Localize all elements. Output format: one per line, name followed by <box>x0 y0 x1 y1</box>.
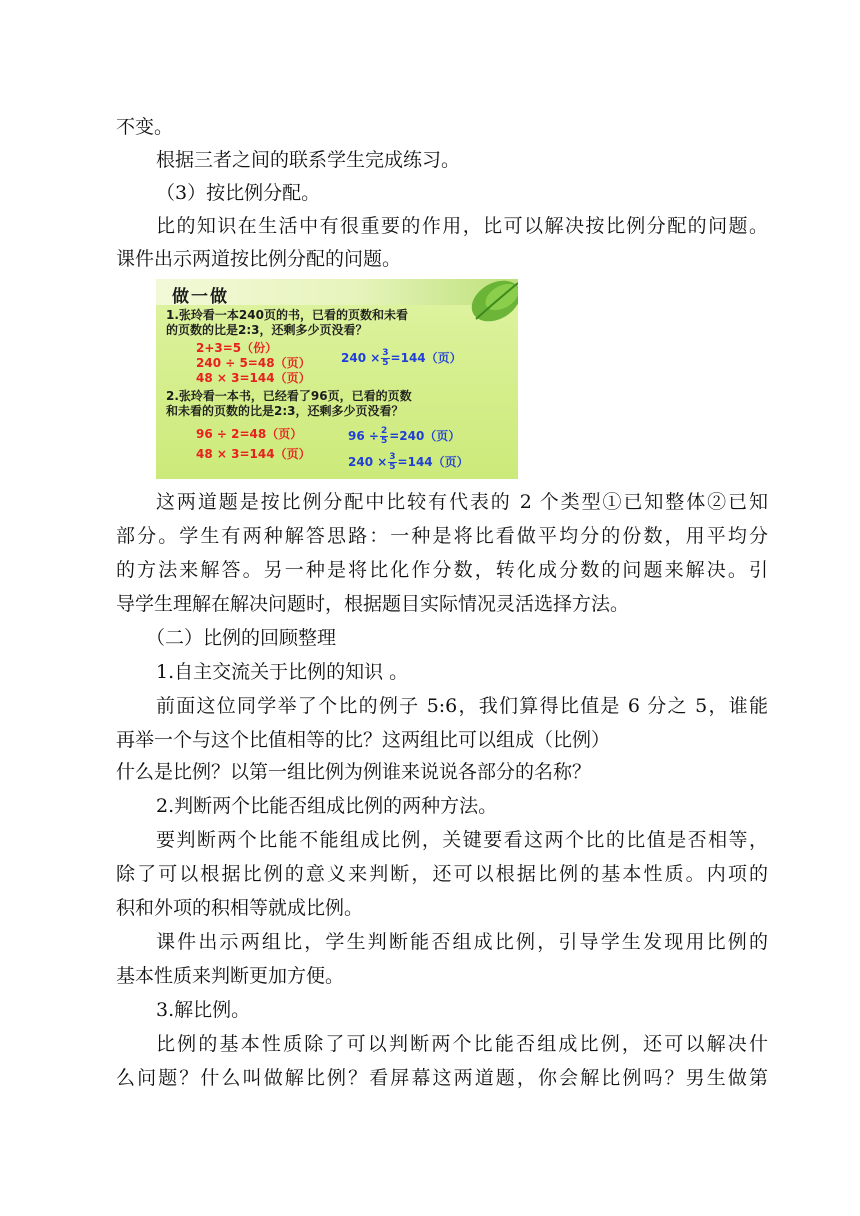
paragraph-line: 除了可以根据比例的意义来判断，还可以根据比例的基本性质。内项的 <box>116 863 768 885</box>
leaf-icon <box>458 279 518 341</box>
paragraph-line: 比的知识在生活中有很重要的作用，比可以解决按比例分配的问题。 <box>156 215 768 237</box>
paragraph-line: 基本性质来判断更加方便。 <box>116 965 345 987</box>
paragraph-line: 要判断两个比能不能组成比例，关键要看这两个比的比值是否相等， <box>156 829 768 851</box>
courseware-slide-image <box>156 279 518 479</box>
paragraph-line: 导学生理解在解决问题时，根据题目实际情况灵活选择方法。 <box>116 593 630 615</box>
paragraph-line: 的方法来解答。另一种是将比化作分数，转化成分数的问题来解决。引 <box>116 559 768 581</box>
paragraph-line: 么问题？什么叫做解比例？看屏幕这两道题，你会解比例吗？男生做第 <box>116 1067 768 1089</box>
paragraph-line: 积和外项的积相等就成比例。 <box>116 897 364 919</box>
question-2-solution-a: 48 × 3=144（页） <box>196 447 311 461</box>
paragraph-line: 不变。 <box>116 116 174 138</box>
question-1-text: 的页数的比是2:3，还剩多少页没看？ <box>166 323 368 337</box>
subsection-heading: 3.解比例。 <box>156 999 251 1021</box>
question-2-solution-b: 240 × $\frac{3}{5}$ =144（页） <box>348 452 469 472</box>
question-1-solution-a: 2+3=5（份） <box>196 341 278 355</box>
slide-title: 做一做 <box>172 287 229 307</box>
paragraph-line: 前面这位同学举了个比的例子 5:6，我们算得比值是 6 分之 5，谁能 <box>156 695 768 717</box>
subsection-heading: 1.自主交流关于比例的知识 。 <box>156 661 409 683</box>
question-1-solution-b: 240 × $\frac{3}{5}$ =144（页） <box>341 348 462 368</box>
fraction: $\frac{3}{5}$ <box>382 348 389 368</box>
paragraph-line: 这两道题是按比例分配中比较有代表的 2 个类型①已知整体②已知 <box>156 491 768 513</box>
paragraph-line: 课件出示两组比，学生判断能否组成比例，引导学生发现用比例的 <box>156 931 768 953</box>
paragraph-line: 部分。学生有两种解答思路：一种是将比看做平均分的份数，用平均分 <box>116 525 768 547</box>
fraction: $\frac{2}{5}$ <box>380 426 388 446</box>
paragraph-line: 什么是比例？以第一组比例为例谁来说说各部分的名称？ <box>116 761 592 783</box>
question-2-solution-a: 96 ÷ 2=48（页） <box>196 427 303 441</box>
fraction: $\frac{3}{5}$ <box>389 452 396 472</box>
paragraph-line: 课件出示两道按比例分配的问题。 <box>116 248 402 270</box>
question-1-solution-a: 48 × 3=144（页） <box>196 371 311 385</box>
question-1-solution-a: 240 ÷ 5=48（页） <box>196 356 311 370</box>
section-heading: （3）按比例分配。 <box>156 182 321 204</box>
question-2-solution-b: 96 ÷ $\frac{2}{5}$ =240（页） <box>348 426 461 446</box>
question-2-text: 2.张玲看一本书，已经看了96页，已看的页数 <box>166 389 412 403</box>
question-2-text: 和未看的页数的比是2:3，还剩多少页没看？ <box>166 404 404 418</box>
paragraph-line: 根据三者之间的联系学生完成练习。 <box>156 149 461 171</box>
paragraph-line: 再举一个与这个比值相等的比？这两组比可以组成（比例） <box>116 729 611 751</box>
section-heading: （二）比例的回顾整理 <box>146 627 337 649</box>
paragraph-line: 比例的基本性质除了可以判断两个比能否组成比例，还可以解决什 <box>156 1033 768 1055</box>
subsection-heading: 2.判断两个比能否组成比例的两种方法。 <box>156 795 498 817</box>
question-1-text: 1.张玲看一本240页的书，已看的页数和未看 <box>166 308 408 322</box>
